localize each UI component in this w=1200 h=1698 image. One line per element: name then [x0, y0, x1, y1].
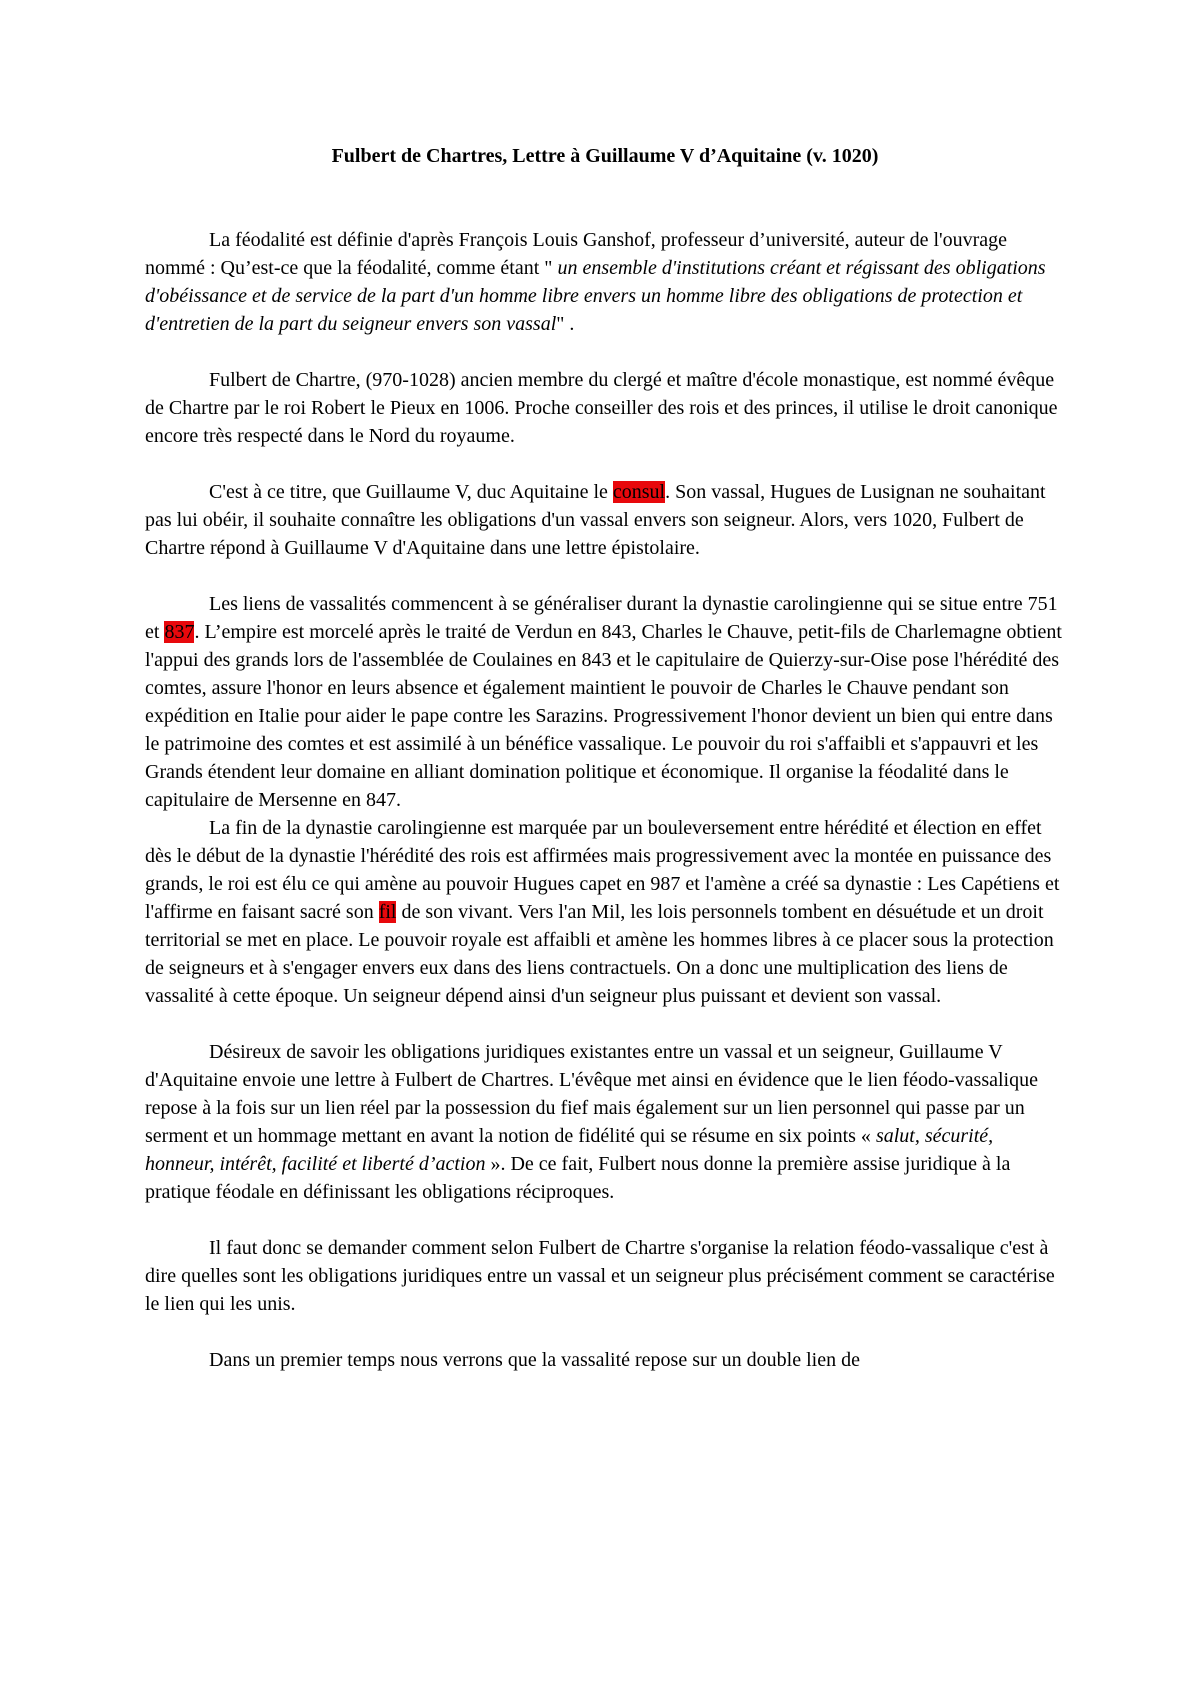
paragraph-letter: [145, 1038, 1065, 1206]
paragraph-context: [145, 478, 1065, 562]
highlighted-word: 837: [164, 621, 195, 643]
six-points-quote: salut, sécurité, honneur, intérêt, facilité et liberté d’action: [145, 1125, 994, 1175]
paragraph-problematic: Il faut donc se demander comment selon Fulbert de Chartre s'organise la relation féodo-vassalique c'est à dire quelles sont les obligations juridiques entre un vassal et un seigneur plus précisément comment se caractérise le lien qui les unis.: [145, 1237, 1055, 1315]
paragraph-definition: [145, 226, 1065, 338]
paragraph-text: . L’empire est morcelé après le traité de Verdun en 843, Charles le Chauve, petit-fils de Charlemagne obtient l'appui des grands lors de l'assemblée de Coulaines en 843 et le capitulaire de Quierzy-sur-Oise pose l'hérédité des comtes, assure l'honor en leurs absence et également maintient le pouvoir de Charles le Chauve pendant son expédition en Italie pour aider le pape contre les Sarazins. Progressivement l'honor devient un bien qui entre dans le patrimoine des comtes et est assimilé à un bénéfice vassalique. Le pouvoir du roi s'affaibli et s'appauvri et les Grands étendent leur domaine en alliant domination politique et économique. Il organise la féodalité dans le capitulaire de Mersenne en 847.: [145, 621, 1062, 811]
document-body: [145, 142, 1065, 1402]
paragraph-text: La fin de la dynastie carolingienne est marquée par un bouleversement entre hérédité et élection en effet dès le début de la dynastie l'hérédité des rois est affirmées mais progressivement avec la montée en puissance des grands, le roi est élu ce qui amène au pouvoir Hugues capet en 987 et l'amène a créé sa dynastie : Les Capétiens et l'affirme en faisant sacré son: [145, 817, 1060, 923]
paragraph-text: Les liens de vassalités commencent à se généraliser durant la dynastie carolingienne qui se situe entre 751 et: [145, 593, 1058, 643]
paragraph-text: " .: [556, 313, 575, 335]
paragraph-text: ». De ce fait, Fulbert nous donne la première assise juridique à la pratique féodale en définissant les obligations réciproques.: [145, 1153, 1011, 1203]
ganshof-quote: un ensemble d'institutions créant et régissant des obligations d'obéissance et de service de la part d'un homme libre envers un homme libre des obligations de protection et d'entretien de la part du seigneur envers son vassal: [145, 257, 1046, 335]
paragraph-end-dynasty: [145, 814, 1065, 1010]
paragraph-fulbert: Fulbert de Chartre, (970-1028) ancien membre du clergé et maître d'école monastique, est nommé évêque de Chartre par le roi Robert le Pieux en 1006. Proche conseiller des rois et des princes, il utilise le droit canonique encore très respecté dans le Nord du royaume.: [145, 369, 1058, 447]
paragraph-text: . Son vassal, Hugues de Lusignan ne souhaitant pas lui obéir, il souhaite connaître les obligations d'un vassal envers son seigneur. Alors, vers 1020, Fulbert de Chartre répond à Guillaume V d'Aquitaine dans une lettre épistolaire.: [145, 481, 1046, 559]
paragraph-text: La féodalité est définie d'après François Louis Ganshof, professeur d’université, auteur de l'ouvrage nommé : Qu’est-ce que la féodalité, comme étant ": [145, 229, 1008, 279]
paragraph-text: C'est à ce titre, que Guillaume V, duc Aquitaine le: [209, 481, 613, 503]
paragraph-text: Désireux de savoir les obligations juridiques existantes entre un vassal et un seigneur, Guillaume V d'Aquitaine envoie une lettre à Fulbert de Chartres. L'évêque met ainsi en évidence que le lien féodo-vassalique repose à la fois sur un lien réel par la possession du fief mais également sur un lien personnel qui passe par un serment et un hommage mettant en avant la notion de fidélité qui se résume en six points «: [145, 1041, 1038, 1147]
paragraph-text: de son vivant. Vers l'an Mil, les lois personnels tombent en désuétude et un droit territorial se met en place. Le pouvoir royale est affaibli et amène les hommes libres à ce placer sous la protection de seigneurs et à s'engager envers eux dans des liens contractuels. On a donc une multiplication des liens de vassalité à cette époque. Un seigneur dépend ainsi d'un seigneur plus puissant et devient son vassal.: [145, 901, 1054, 1007]
document-title: Fulbert de Chartres, Lettre à Guillaume V d’Aquitaine (v. 1020): [331, 145, 879, 167]
paragraph-plan: Dans un premier temps nous verrons que la vassalité repose sur un double lien de: [209, 1349, 860, 1371]
highlighted-word: fil: [378, 901, 397, 923]
paragraph-carolingian: [145, 590, 1065, 814]
highlighted-word: consul: [612, 481, 666, 503]
